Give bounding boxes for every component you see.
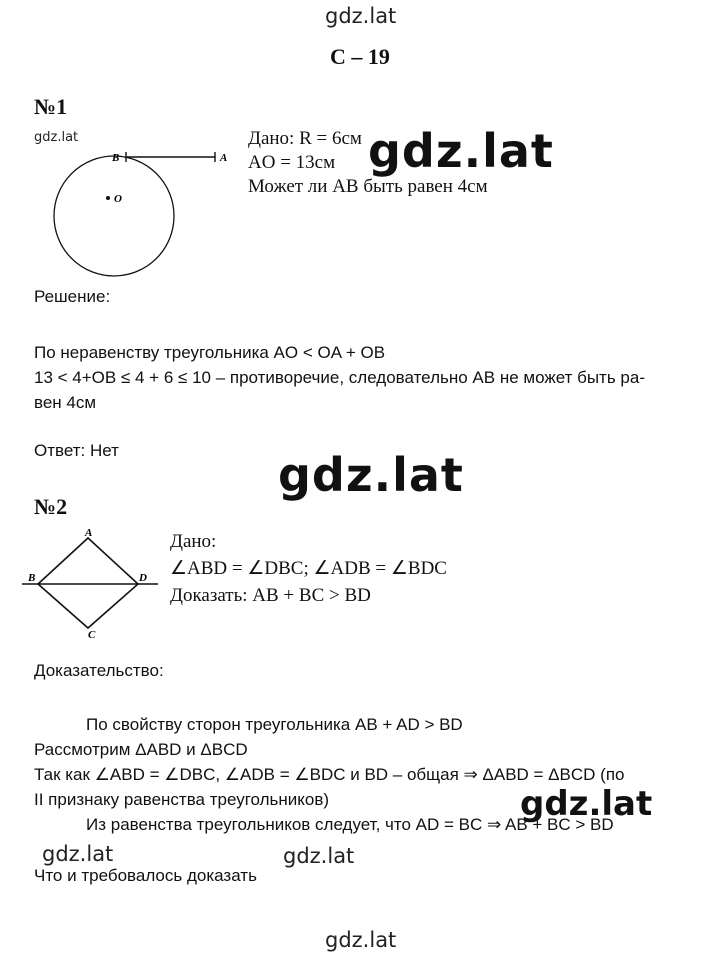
- label-d: D: [139, 572, 147, 584]
- problem2-given: [170, 528, 447, 609]
- page-title: С – 19: [330, 44, 390, 69]
- proof-line: Так как ∠ABD = ∠DBC, ∠ADB = ∠BDC и BD – общая ⇒ ΔABD = ΔBCD (по: [34, 765, 625, 784]
- answer: Ответ: Нет: [34, 441, 119, 460]
- solution-body: [34, 340, 645, 415]
- problem2-number: №2: [34, 494, 68, 519]
- solution-title: Решение:: [34, 287, 111, 306]
- watermark-big3: gdz.lat: [520, 784, 653, 824]
- label-c: C: [88, 629, 96, 641]
- proof-title: Доказательство:: [34, 661, 164, 680]
- proof-line: II признаку равенства треугольников): [34, 790, 330, 809]
- label-b: B: [112, 152, 120, 164]
- given-line: Дано: R = 6см: [248, 128, 362, 149]
- proof-line: Рассмотрим ΔABD и ΔBCD: [34, 740, 248, 759]
- given-line: Доказать: AB + BC > BD: [170, 585, 371, 606]
- watermark-top: gdz.lat: [325, 4, 397, 28]
- given-line: Дано:: [170, 531, 217, 552]
- watermark-footer: gdz.lat: [325, 928, 397, 952]
- label-a: A: [85, 527, 93, 539]
- watermark-big2: gdz.lat: [278, 448, 464, 502]
- given-line: ∠ABD = ∠DBC; ∠ADB = ∠BDC: [170, 558, 447, 579]
- watermark-fig1: gdz.lat: [34, 130, 79, 145]
- label-b: B: [28, 572, 36, 584]
- given-line: AO = 13см: [248, 152, 336, 173]
- rhombus-figure: [18, 526, 168, 641]
- given-line: Может ли AB быть равен 4см: [248, 176, 488, 197]
- solution-line: 13 < 4+OB ≤ 4 + 6 ≤ 10 – противоречие, следовательно AB не может быть ра-: [34, 368, 645, 387]
- watermark-left-bottom: gdz.lat: [42, 842, 114, 866]
- proof-line: По свойству сторон треугольника AB + AD > BD: [86, 715, 463, 734]
- label-a: A: [220, 152, 228, 164]
- solution-line: По неравенству треугольника AO < OA + OB: [34, 343, 386, 362]
- watermark-big1: gdz.lat: [368, 124, 554, 178]
- circle-figure: [40, 140, 240, 280]
- watermark-center-bottom: gdz.lat: [283, 844, 355, 868]
- problem1-number: №1: [34, 94, 68, 119]
- label-o: O: [114, 193, 122, 205]
- solution-line: вен 4см: [34, 393, 97, 412]
- proof-line: Из равенства треугольников следует, что AD = BC ⇒ AB + BC > BD: [86, 815, 614, 834]
- proof-conclusion: Что и требовалось доказать: [34, 866, 257, 885]
